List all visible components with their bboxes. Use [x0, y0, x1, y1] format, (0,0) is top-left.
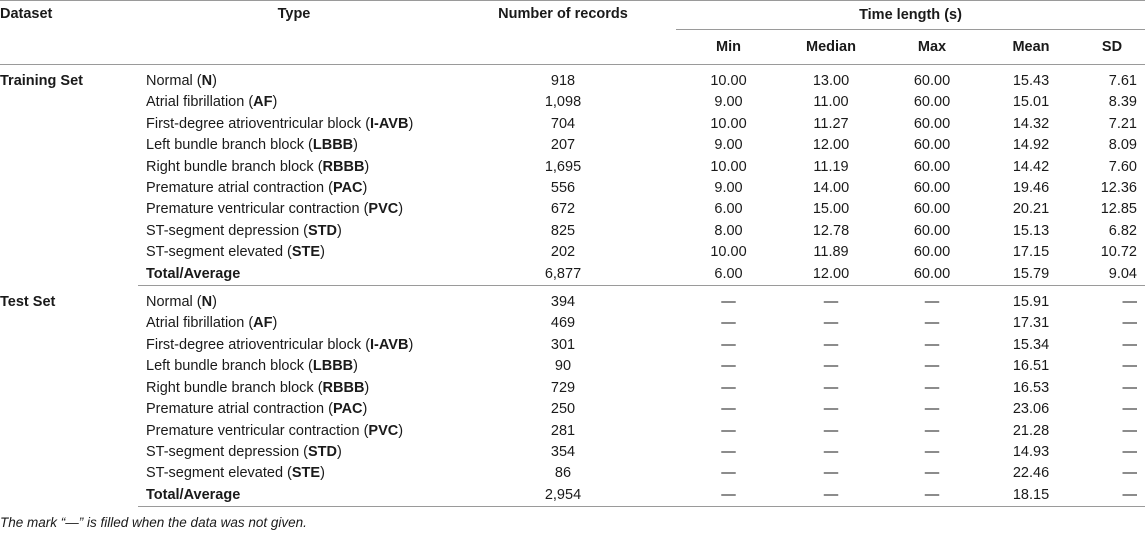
median-cell: 15.00 — [812, 201, 850, 218]
type-name: ST-segment elevated ( — [146, 465, 292, 482]
mean-cell: 14.92 — [1012, 137, 1050, 154]
mean-cell: 17.15 — [1012, 244, 1050, 261]
sd-cell: — — [1122, 315, 1137, 332]
total-sd-cell: 9.04 — [1079, 264, 1145, 286]
max-cell: — — [924, 443, 940, 460]
min-cell: 10.00 — [710, 244, 747, 261]
max-cell: 60.00 — [913, 115, 951, 132]
table-row — [0, 221, 1145, 242]
type-cell — [138, 335, 450, 356]
median-cell: 11.00 — [813, 94, 849, 111]
type-close-paren: ) — [353, 358, 358, 375]
type-close-paren: ) — [320, 465, 325, 482]
type-abbreviation: PAC — [332, 180, 363, 197]
max-cell: — — [924, 422, 940, 439]
type-abbreviation: I-AVB — [370, 115, 409, 132]
type-close-paren: ) — [337, 443, 342, 460]
type-name: Right bundle branch block ( — [146, 379, 323, 396]
sd-cell: — — [1122, 336, 1137, 353]
table-row — [0, 292, 1145, 313]
type-name: Left bundle branch block ( — [146, 137, 313, 154]
type-abbreviation: N — [201, 294, 213, 311]
median-cell: 11.27 — [813, 115, 849, 132]
max-cell: — — [924, 401, 940, 418]
sd-cell: — — [1122, 465, 1137, 482]
median-cell: 12.78 — [812, 222, 850, 239]
type-close-paren: ) — [364, 158, 370, 175]
sd-cell: — — [1122, 358, 1137, 375]
mean-cell: 21.28 — [1012, 422, 1050, 439]
mean-cell: 14.32 — [1012, 115, 1050, 132]
type-close-paren: ) — [398, 201, 404, 218]
median-cell: — — [823, 336, 839, 353]
min-cell: — — [721, 422, 736, 439]
min-cell: — — [721, 465, 736, 482]
mean-cell: 15.34 — [1012, 336, 1050, 353]
min-cell: — — [721, 358, 736, 375]
max-cell: — — [924, 379, 940, 396]
type-cell — [138, 114, 450, 135]
type-cell — [138, 242, 450, 263]
type-name: Premature atrial contraction ( — [146, 180, 333, 197]
type-close-paren: ) — [408, 115, 414, 132]
sd-cell: 7.61 — [1108, 73, 1137, 89]
mean-cell: 15.01 — [1012, 94, 1050, 111]
total-row — [0, 485, 1145, 507]
type-cell — [138, 463, 450, 484]
type-close-paren: ) — [212, 73, 217, 89]
header-min: Min — [676, 30, 781, 65]
sd-cell: 6.82 — [1108, 222, 1137, 239]
dataset-label: Training Set — [0, 73, 83, 89]
records-cell: 469 — [550, 315, 576, 332]
header-sd: SD — [1079, 30, 1145, 65]
median-cell: — — [823, 465, 839, 482]
min-cell: — — [721, 336, 736, 353]
median-cell: — — [823, 315, 839, 332]
table-row — [0, 463, 1145, 484]
total-max-cell: 60.00 — [881, 264, 983, 286]
table-row — [0, 378, 1145, 399]
median-cell: — — [823, 401, 839, 418]
records-cell: 704 — [550, 115, 576, 132]
sd-cell: 10.72 — [1100, 244, 1137, 261]
type-cell — [138, 313, 450, 334]
sd-cell: 12.36 — [1100, 180, 1137, 197]
min-cell: — — [721, 315, 736, 332]
table-header — [0, 1, 1145, 65]
mean-cell: 14.93 — [1012, 443, 1050, 460]
min-cell: — — [721, 379, 736, 396]
mean-cell: 15.91 — [1012, 294, 1050, 311]
sd-cell: 12.85 — [1100, 201, 1137, 218]
type-abbreviation: STD — [308, 222, 337, 239]
records-cell: 207 — [550, 137, 576, 154]
table-row — [0, 421, 1145, 442]
mean-cell: 14.42 — [1012, 158, 1050, 175]
table-row — [0, 356, 1145, 377]
median-cell: — — [823, 358, 839, 375]
mean-cell: 16.53 — [1012, 379, 1050, 396]
records-cell: 825 — [550, 222, 576, 239]
type-abbreviation: N — [201, 73, 213, 89]
type-name: ST-segment depression ( — [146, 222, 308, 239]
median-cell: — — [823, 443, 839, 460]
type-close-paren: ) — [272, 94, 278, 111]
records-cell: 729 — [550, 379, 576, 396]
records-cell: 394 — [550, 294, 576, 311]
header-median: Median — [781, 30, 881, 65]
header-dataset: Dataset — [0, 1, 138, 65]
table-row — [0, 178, 1145, 199]
total-min-cell: 6.00 — [676, 264, 781, 286]
min-cell: 9.00 — [714, 180, 743, 197]
table-row — [0, 442, 1145, 463]
type-cell — [138, 399, 450, 420]
mean-cell: 16.51 — [1012, 358, 1050, 375]
total-mean-cell: 15.79 — [983, 264, 1079, 286]
max-cell: 60.00 — [913, 73, 951, 89]
type-name: Normal ( — [146, 294, 202, 311]
table-row — [0, 92, 1145, 113]
total-row — [0, 264, 1145, 286]
min-cell: — — [721, 401, 736, 418]
type-name: Premature ventricular contraction ( — [146, 422, 369, 439]
records-cell: 1,098 — [544, 94, 582, 111]
max-cell: 60.00 — [913, 244, 951, 261]
type-close-paren: ) — [362, 180, 368, 197]
table-row — [0, 199, 1145, 220]
type-name: First-degree atrioventricular block ( — [146, 115, 371, 132]
type-name: Atrial fibrillation ( — [146, 315, 254, 332]
min-cell: 8.00 — [714, 222, 743, 239]
type-close-paren: ) — [320, 244, 325, 261]
min-cell: 6.00 — [714, 201, 743, 218]
table-row — [0, 399, 1145, 420]
type-cell — [138, 71, 450, 92]
max-cell: 60.00 — [913, 137, 951, 154]
mean-cell: 19.46 — [1012, 180, 1050, 197]
header-max: Max — [881, 30, 983, 65]
records-cell: 90 — [554, 358, 572, 375]
header-type: Type — [138, 1, 450, 65]
mean-cell: 15.13 — [1012, 222, 1050, 239]
median-cell: 14.00 — [812, 180, 850, 197]
records-cell: 301 — [550, 336, 576, 353]
max-cell: — — [924, 336, 940, 353]
median-cell: — — [823, 379, 839, 396]
max-cell: 60.00 — [913, 222, 951, 239]
records-cell: 556 — [550, 180, 576, 197]
table-row — [0, 313, 1145, 334]
type-name: Premature ventricular contraction ( — [146, 201, 369, 218]
records-cell: 918 — [550, 73, 576, 89]
type-cell — [138, 292, 450, 313]
type-abbreviation: PVC — [368, 201, 399, 218]
type-name: Normal ( — [146, 73, 202, 89]
header-time-length: Time length (s) — [676, 1, 1145, 30]
median-cell: 11.19 — [813, 158, 849, 175]
type-name: ST-segment elevated ( — [146, 244, 292, 261]
min-cell: — — [721, 294, 736, 311]
max-cell: 60.00 — [913, 180, 951, 197]
type-abbreviation: LBBB — [312, 137, 354, 154]
mean-cell: 23.06 — [1012, 401, 1050, 418]
type-name: First-degree atrioventricular block ( — [146, 336, 371, 353]
total-label: Total/Average — [138, 264, 450, 286]
table-row — [0, 71, 1145, 92]
max-cell: — — [924, 315, 940, 332]
sd-cell: 7.21 — [1108, 115, 1137, 132]
type-close-paren: ) — [364, 379, 370, 396]
footnote: The mark “—” is filled when the data was not given. — [0, 515, 307, 531]
median-cell: 12.00 — [812, 137, 850, 154]
total-label: Total/Average — [138, 485, 450, 507]
sd-cell: 8.39 — [1108, 94, 1137, 111]
median-cell: 11.89 — [813, 244, 849, 261]
type-cell — [138, 378, 450, 399]
type-name: Atrial fibrillation ( — [146, 94, 254, 111]
total-median-cell: — — [781, 485, 881, 507]
type-name: Premature atrial contraction ( — [146, 401, 333, 418]
mean-cell: 22.46 — [1012, 465, 1050, 482]
records-cell: 202 — [550, 244, 576, 261]
type-abbreviation: PAC — [332, 401, 363, 418]
max-cell: — — [924, 465, 940, 482]
type-close-paren: ) — [398, 422, 404, 439]
max-cell: — — [924, 358, 940, 375]
type-cell — [138, 135, 450, 156]
total-max-cell: — — [881, 485, 983, 507]
table-row — [0, 114, 1145, 135]
type-abbreviation: I-AVB — [370, 336, 409, 353]
sd-cell: — — [1122, 443, 1137, 460]
table-body — [0, 65, 1145, 507]
min-cell: 9.00 — [714, 137, 743, 154]
header-mean: Mean — [983, 30, 1079, 65]
total-sd-cell: — — [1079, 485, 1145, 507]
type-name: ST-segment depression ( — [146, 443, 308, 460]
type-cell — [138, 199, 450, 220]
table-row — [0, 242, 1145, 263]
type-close-paren: ) — [353, 137, 358, 154]
median-cell: 13.00 — [812, 73, 850, 89]
records-cell: 354 — [550, 443, 576, 460]
mean-cell: 20.21 — [1012, 201, 1050, 218]
sd-cell: 8.09 — [1108, 137, 1137, 154]
type-abbreviation: STE — [291, 465, 321, 482]
sd-cell: — — [1122, 379, 1137, 396]
type-cell — [138, 421, 450, 442]
mean-cell: 15.43 — [1012, 73, 1050, 89]
sd-cell: 7.60 — [1108, 158, 1137, 175]
records-cell: 672 — [550, 201, 576, 218]
mean-cell: 17.31 — [1012, 315, 1050, 332]
type-abbreviation: LBBB — [312, 358, 354, 375]
type-cell — [138, 178, 450, 199]
min-cell: 9.00 — [714, 94, 743, 111]
max-cell: 60.00 — [913, 94, 951, 111]
type-close-paren: ) — [272, 315, 278, 332]
type-abbreviation: AF — [253, 315, 273, 332]
records-cell: 250 — [550, 401, 576, 418]
min-cell: 10.00 — [710, 158, 747, 175]
max-cell: 60.00 — [913, 201, 951, 218]
type-abbreviation: AF — [253, 94, 273, 111]
median-cell: — — [823, 294, 839, 311]
type-cell — [138, 92, 450, 113]
type-cell — [138, 221, 450, 242]
table-row — [0, 335, 1145, 356]
table-row — [0, 157, 1145, 178]
type-abbreviation: RBBB — [322, 379, 365, 396]
sd-cell: — — [1122, 401, 1137, 418]
type-abbreviation: STE — [291, 244, 321, 261]
dataset-label: Test Set — [0, 294, 56, 311]
type-close-paren: ) — [212, 294, 217, 311]
max-cell: 60.00 — [913, 158, 951, 175]
header-records: Number of records — [450, 1, 676, 65]
median-cell: — — [823, 422, 839, 439]
type-close-paren: ) — [408, 336, 414, 353]
total-min-cell: — — [676, 485, 781, 507]
total-mean-cell: 18.15 — [983, 485, 1079, 507]
sd-cell: — — [1122, 422, 1137, 439]
type-cell — [138, 442, 450, 463]
max-cell: — — [924, 294, 940, 311]
table-row — [0, 135, 1145, 156]
total-records-cell: 6,877 — [450, 264, 676, 286]
type-cell — [138, 356, 450, 377]
type-abbreviation: PVC — [368, 422, 399, 439]
type-name: Left bundle branch block ( — [146, 358, 313, 375]
sd-cell: — — [1122, 294, 1137, 311]
total-median-cell: 12.00 — [781, 264, 881, 286]
type-cell — [138, 157, 450, 178]
type-close-paren: ) — [337, 222, 342, 239]
min-cell: 10.00 — [710, 73, 747, 89]
min-cell: — — [721, 443, 736, 460]
records-cell: 281 — [550, 422, 576, 439]
type-close-paren: ) — [362, 401, 368, 418]
records-cell: 1,695 — [544, 158, 582, 175]
min-cell: 10.00 — [710, 115, 747, 132]
records-cell: 86 — [554, 465, 572, 482]
type-abbreviation: STD — [308, 443, 337, 460]
type-name: Right bundle branch block ( — [146, 158, 323, 175]
type-abbreviation: RBBB — [322, 158, 365, 175]
total-records-cell: 2,954 — [450, 485, 676, 507]
